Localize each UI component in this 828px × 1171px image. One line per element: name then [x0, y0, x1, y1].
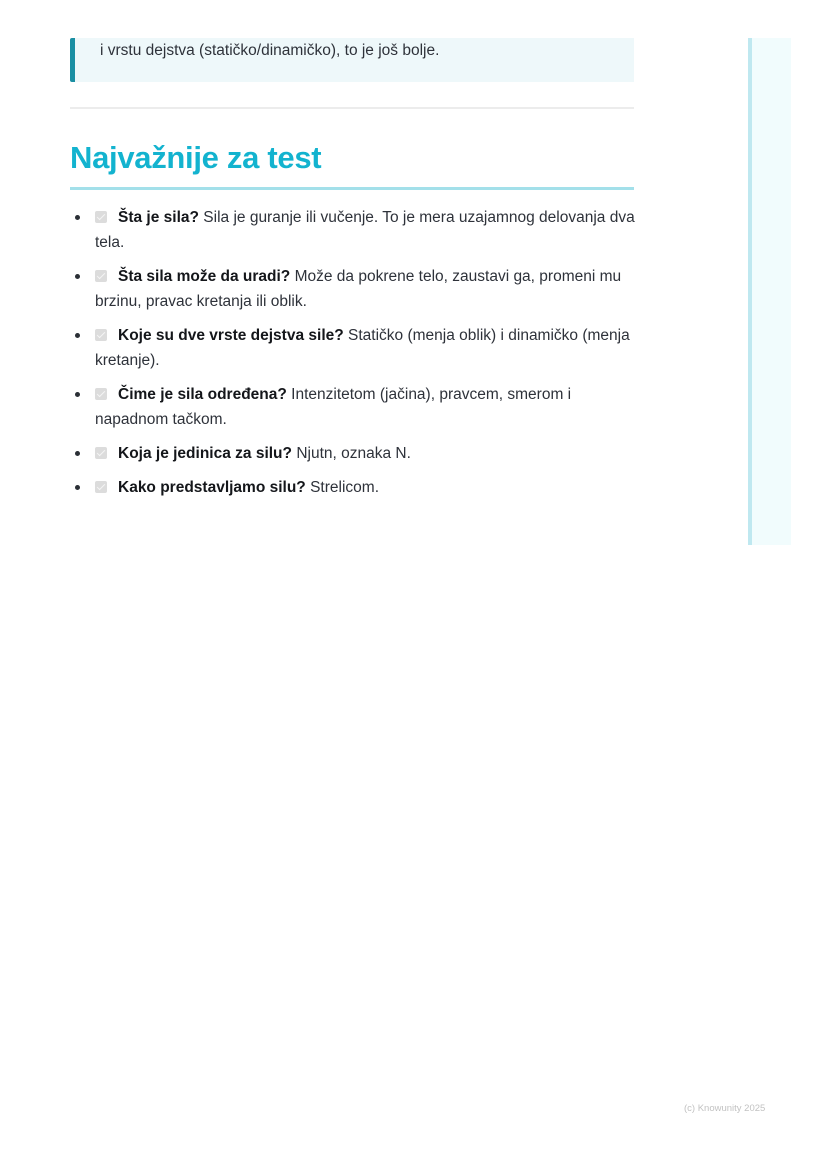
checkbox-checked-icon[interactable] — [95, 329, 107, 341]
answer-text: Njutn, oznaka N. — [296, 445, 411, 462]
qa-list — [95, 205, 640, 509]
callout-box — [70, 38, 634, 82]
list-item — [95, 382, 640, 432]
question-text: Šta je sila? — [118, 209, 199, 226]
bullet-icon — [75, 485, 80, 490]
bullet-icon — [75, 215, 80, 220]
list-item — [95, 475, 640, 500]
list-item — [95, 323, 640, 373]
answer-text: Statičko (menja oblik) i dinamičko (menja kretanje). — [95, 327, 630, 369]
section-divider — [70, 107, 634, 109]
question-text: Čime je sila određena? — [118, 386, 287, 403]
list-item — [95, 441, 640, 466]
side-panel — [748, 38, 791, 545]
section-title: Najvažnije za test — [70, 140, 322, 175]
checkbox-checked-icon[interactable] — [95, 388, 107, 400]
bullet-icon — [75, 274, 80, 279]
callout-text: i vrstu dejstva (statičko/dinamičko), to je još bolje. — [100, 42, 440, 59]
checkbox-checked-icon[interactable] — [95, 270, 107, 282]
copyright-footer: (c) Knowunity 2025 — [684, 1103, 766, 1114]
checkbox-checked-icon[interactable] — [95, 447, 107, 459]
answer-text: Sila je guranje ili vučenje. To je mera uzajamnog delovanja dva tela. — [95, 209, 635, 251]
bullet-icon — [75, 333, 80, 338]
list-item — [95, 205, 640, 255]
answer-text: Intenzitetom (jačina), pravcem, smerom i napadnom tačkom. — [95, 386, 572, 428]
question-text: Koja je jedinica za silu? — [118, 445, 292, 462]
question-text: Koje su dve vrste dejstva sile? — [118, 327, 344, 344]
list-item — [95, 264, 640, 314]
answer-text: Strelicom. — [310, 479, 379, 496]
bullet-icon — [75, 451, 80, 456]
checkbox-checked-icon[interactable] — [95, 481, 107, 493]
checkbox-checked-icon[interactable] — [95, 211, 107, 223]
question-text: Kako predstavljamo silu? — [118, 479, 306, 496]
bullet-icon — [75, 392, 80, 397]
title-underline — [70, 187, 634, 190]
question-text: Šta sila može da uradi? — [118, 268, 291, 285]
answer-text: Može da pokrene telo, zaustavi ga, promeni mu brzinu, pravac kretanja ili oblik. — [95, 268, 622, 310]
